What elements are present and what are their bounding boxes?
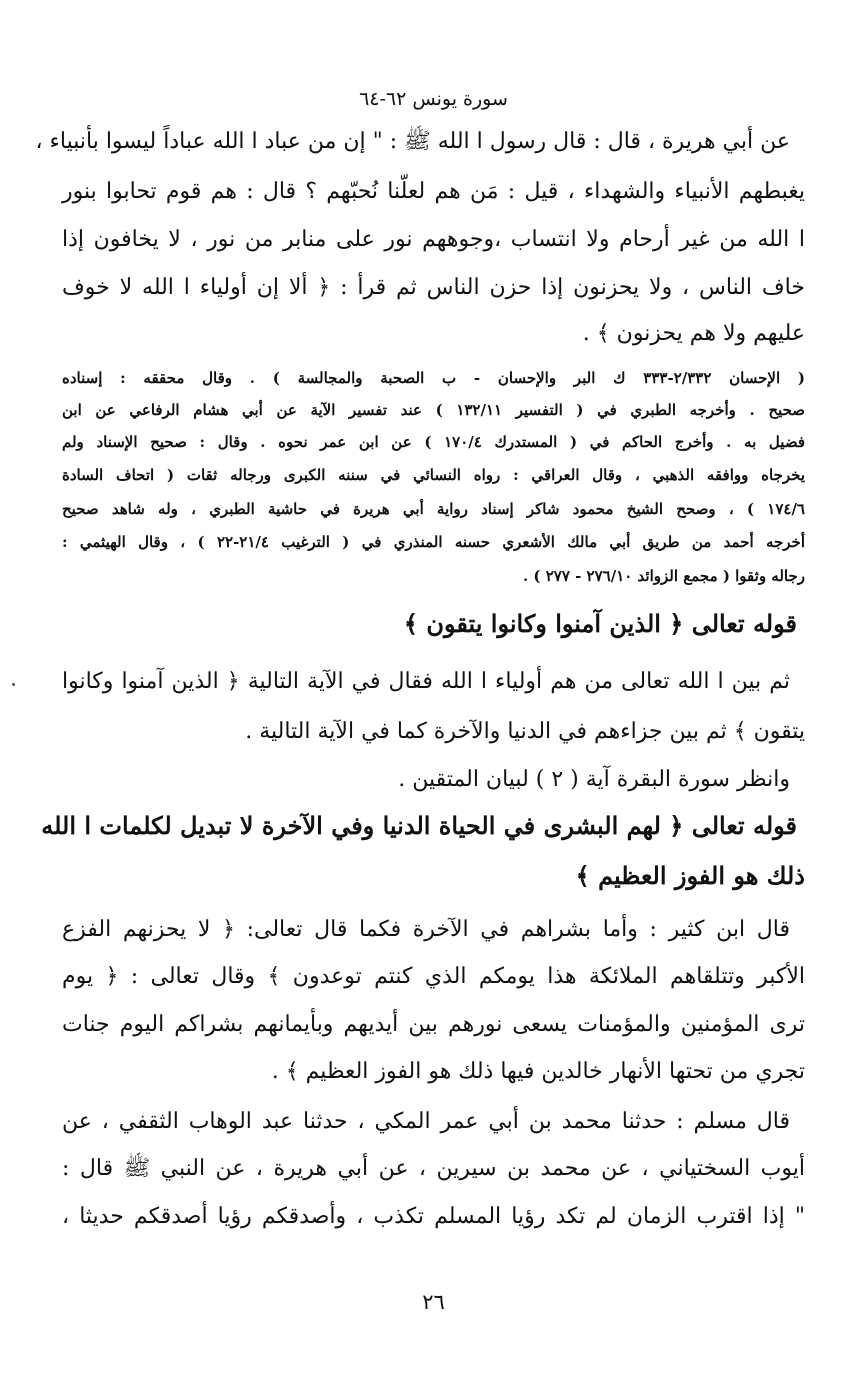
- paragraph-line: " إذا اقترب الزمان لم تكد رؤيا المسلم تكذب ، وأصدقكم رؤيا أصدقكم حديثا ،: [62, 1204, 805, 1229]
- paragraph-line: الأكبر وتتلقاهم الملائكة هذا يومكم الذي كنتم توعدون ﴾ وقال تعالى : ﴿ يوم: [62, 964, 805, 989]
- paragraph-line: تجري من تحتها الأنهار خالدين فيها ذلك هو الفوز العظيم ﴾ .: [271, 1059, 805, 1084]
- hadith-line: خاف الناس ، ولا يحزنون إذا حزن الناس ثم قرأ : ﴿ ألا إن أولياء ا الله لا خوف: [62, 275, 805, 300]
- page-number: ٢٦: [422, 1290, 445, 1314]
- paragraph-line: ثم بين ا الله تعالى من هم أولياء ا الله فقال في الآية التالية ﴿ الذين آمنوا وكانوا: [62, 669, 790, 694]
- verse-heading-line: ذلك هو الفوز العظيم ﴾: [575, 861, 805, 890]
- commentary-paragraph-2: وانظر سورة البقرة آية ( ٢ ) لبيان المتقين .: [398, 767, 790, 792]
- takhrij-line: ١٧٤/٦ ) ، وصحح الشيخ محمود شاكر إسناد رواية أبي هريرة في حاشية الطبري ، وله شاهد صحيح: [62, 500, 805, 518]
- running-header: سورة يونس ٦٢-٦٤: [359, 88, 508, 110]
- takhrij-line: رجاله وثقوا ( مجمع الزوائد ٢٧٦/١٠ - ٢٧٧ ) .: [522, 567, 805, 585]
- paragraph-line: قال ابن كثير : وأما بشراهم في الآخرة فكما قال تعالى: ﴿ لا يحزنهم الفزع: [62, 917, 790, 942]
- paragraph-line: ترى المؤمنين والمؤمنات يسعى نورهم بين أيديهم وبأيمانهم بشراكم اليوم جنات: [62, 1012, 805, 1037]
- margin-speck: [12, 683, 15, 686]
- takhrij-line: يخرجاه ووافقه الذهبي ، وقال العراقي : رواه النسائي في سننه الكبرى ورجاله ثقات ( اتحاف السادة: [62, 466, 805, 484]
- hadith-line: عن أبي هريرة ، قال : قال رسول ا الله ﷺ : " إن من عباد ا الله عباداً ليسوا بأنبياء ،: [35, 129, 790, 154]
- takhrij-line: أخرجه أحمد من طريق أبي مالك الأشعري حسنه المنذري في ( الترغيب ٢١/٤-٢٢ ) ، وقال الهيثمي :: [62, 533, 805, 551]
- verse-heading-line: قوله تعالى ﴿ لهم البشرى في الحياة الدنيا وفي الآخرة لا تبديل لكلمات ا الله: [41, 811, 797, 840]
- takhrij-line: فضيل به . وأخرج الحاكم في ( المستدرك ١٧٠/٤ ) عن ابن عمر نحوه . وقال : صحيح الإسناد ولم: [62, 433, 805, 451]
- hadith-line: عليهم ولا هم يحزنون ﴾ .: [582, 321, 805, 346]
- takhrij-line: ( الإحسان ٢/٣٣٢-٣٣٣ ك البر والإحسان - ب الصحبة والمجالسة ) . وقال محققه : إسناده: [62, 369, 805, 387]
- verse-heading-1: قوله تعالى ﴿ الذين آمنوا وكانوا يتقون ﴾: [403, 609, 797, 638]
- hadith-line: يغبطهم الأنبياء والشهداء ، قيل : مَن هم لعلّنا نُحبّهم ؟ قال : هم قوم تحابوا بنور: [62, 179, 805, 204]
- paragraph-line: أيوب السختياني ، عن محمد بن سيرين ، عن أبي هريرة ، عن النبي ﷺ قال :: [62, 1156, 805, 1181]
- takhrij-line: صحيح . وأخرجه الطبري في ( التفسير ١٣٢/١١ ) عند تفسير الآية عن أبي هشام الرفاعي عن ابن: [62, 401, 805, 419]
- hadith-line: ا الله من غير أرحام ولا انتساب ،وجوههم نور على منابر من نور ، لا يخافون إذا: [62, 227, 805, 252]
- paragraph-line: قال مسلم : حدثنا محمد بن أبي عمر المكي ، حدثنا عبد الوهاب الثقفي ، عن: [62, 1109, 790, 1134]
- paragraph-line: يتقون ﴾ ثم بين جزاءهم في الدنيا والآخرة كما في الآية التالية .: [245, 719, 805, 744]
